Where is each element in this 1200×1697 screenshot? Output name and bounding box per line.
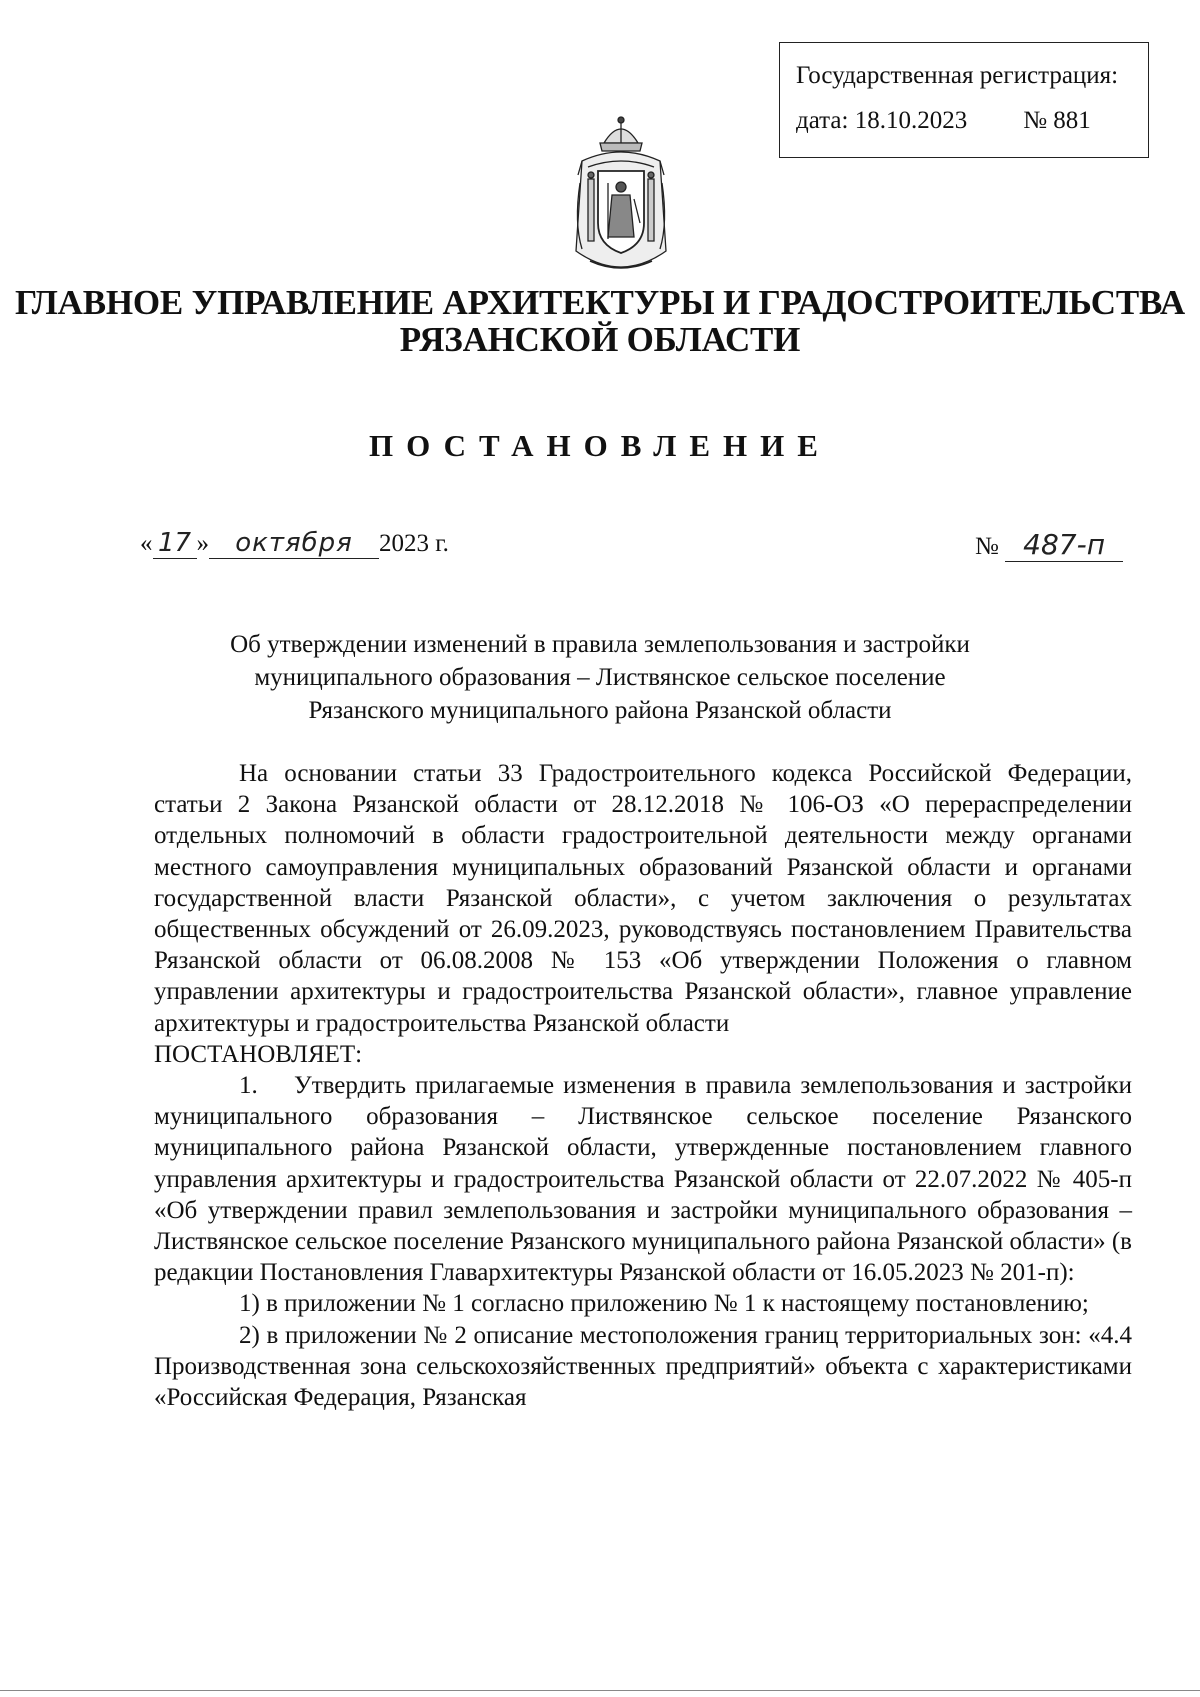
date-open-quote: «	[140, 530, 153, 557]
subject-line2: муниципального образования – Листвянское сельское поселение	[254, 664, 946, 691]
registration-stamp	[779, 42, 1149, 158]
scan-bottom-edge	[0, 1690, 1200, 1691]
subject-line1: Об утверждении изменений в правила землепользования и застройки	[230, 631, 970, 658]
date-year: 2023 г.	[379, 530, 449, 557]
handwritten-month: октября	[209, 528, 379, 559]
document-type-title: ПОСТАНОВЛЕНИЕ	[369, 428, 831, 463]
subitem-2-paragraph: 2) в приложении № 2 описание местоположения границ территориальных зон: «4.4 Производственная зона сельскохозяйственных предприятий» объекта с характеристиками «Российская Федерация, Рязанская	[154, 1321, 1132, 1412]
resolves-heading: ПОСТАНОВЛЯЕТ:	[154, 1040, 363, 1068]
number-prefix: №	[975, 533, 999, 560]
subject-line3: Рязанского муниципального района Рязанской области	[308, 697, 892, 724]
subitem-1-paragraph: 1) в приложении № 1 согласно приложению № 1 к настоящему постановлению;	[239, 1290, 1089, 1318]
document-subject	[150, 628, 1050, 727]
preamble-paragraph: На основании статьи 33 Градостроительного кодекса Российской Федерации, статьи 2 Закона Рязанской области от 28.12.2018 № 106-ОЗ «О перераспределении отдельных полномочий в области градостроительной деятельности между органами местного самоуправления муниципальных образований Рязанской области и органами государственной власти Рязанской области», с учетом заключения о результатах общественных обсуждений от 26.09.2023, руководствуясь постановлением Правительства Рязанской области от 06.08.2008 № 153 «Об утверждении Положения о главном управлении архитектуры и градостроительства Рязанской области», главное управление архитектуры и градостроительства Рязанской области	[154, 760, 1132, 1037]
registration-date: дата: 18.10.2023	[796, 107, 968, 134]
registration-details	[796, 104, 1148, 138]
registration-title: Государственная регистрация:	[796, 62, 1119, 89]
handwritten-day: 17	[153, 528, 197, 559]
item-1-paragraph: 1. Утвердить прилагаемые изменения в правила землепользования и застройки муниципального образования – Листвянское сельское поселение Рязанского муниципального района Рязанской области, утвержденные постановлением главного управления архитектуры и градостроительства Рязанской области от 22.07.2022 № 405-п «Об утверждении правил землепользования и застройки муниципального образования – Листвянское сельское поселение Рязанского муниципального района Рязанской области» (в редакции Постановления Главархитектуры Рязанской области от 16.05.2023 № 201-п):	[154, 1072, 1132, 1287]
registration-number: № 881	[1023, 107, 1091, 134]
document-date	[140, 528, 449, 568]
handwritten-number: 487-п	[1005, 528, 1123, 562]
organization-title-line2: РЯЗАНСКОЙ ОБЛАСТИ	[399, 320, 801, 359]
document-body	[154, 758, 1132, 1413]
ryazan-coat-of-arms-icon	[568, 113, 674, 278]
organization-title-line1: ГЛАВНОЕ УПРАВЛЕНИЕ АРХИТЕКТУРЫ И ГРАДОСТРОИТЕЛЬСТВА	[15, 283, 1185, 322]
date-close-quote: »	[196, 530, 209, 557]
document-number	[975, 528, 1123, 562]
